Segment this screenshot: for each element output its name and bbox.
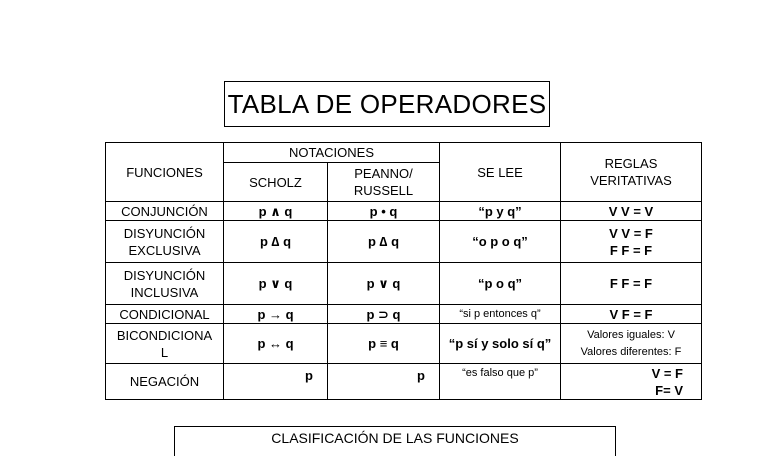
reglas-cell: V V = V — [561, 202, 702, 221]
se-lee-cell: “p o q” — [440, 263, 561, 305]
reglas-line1: V V = F — [609, 225, 653, 241]
reglas-cell — [561, 364, 702, 400]
reglas-line2: Valores diferentes: F — [580, 345, 682, 358]
reglas-cell: F F = F — [561, 263, 702, 305]
header-funciones: FUNCIONES — [106, 143, 224, 202]
se-lee-cell: “si p entonces q” — [440, 305, 561, 324]
reglas-line1: Valores iguales: V — [587, 328, 675, 341]
header-notaciones: NOTACIONES — [224, 143, 440, 163]
reglas-line1: V = F — [651, 365, 683, 381]
se-lee-cell: “o p o q” — [440, 221, 561, 263]
peanno-cell: p ∨ q — [328, 263, 440, 305]
se-lee-cell: “p sí y solo sí q” — [440, 324, 561, 364]
section-title: CLASIFICACIÓN DE LAS FUNCIONES — [271, 430, 519, 446]
header-peanno-line1: PEANNO/ — [354, 166, 413, 181]
peanno-cell: p ⊃ q — [328, 305, 440, 324]
funcion-line2: L — [160, 344, 169, 360]
reglas-cell — [561, 221, 702, 263]
se-lee-cell: “es falso que p” — [440, 364, 561, 400]
reglas-cell: V F = F — [561, 305, 702, 324]
scholz-cell: p ↔ q — [224, 324, 328, 364]
header-row-1 — [106, 143, 702, 163]
scholz-cell: p — [224, 364, 328, 400]
funcion-cell: NEGACIÓN — [106, 364, 224, 400]
funcion-cell — [106, 221, 224, 263]
peanno-cell: p — [328, 364, 440, 400]
funcion-line1: DISYUNCIÓN — [123, 225, 206, 241]
table-row — [106, 324, 702, 364]
reglas-line2: F F = F — [609, 242, 653, 258]
funcion-line2: EXCLUSIVA — [128, 242, 201, 258]
scholz-cell: p ∧ q — [224, 202, 328, 221]
peanno-cell: p ≡ q — [328, 324, 440, 364]
reglas-cell — [561, 324, 702, 364]
table-row — [106, 364, 702, 400]
scholz-cell: p ∆ q — [224, 221, 328, 263]
header-scholz: SCHOLZ — [224, 163, 328, 202]
table-row — [106, 202, 702, 221]
scholz-cell: p ∨ q — [224, 263, 328, 305]
reglas-line2: F= V — [655, 382, 683, 398]
header-reglas-line2: VERITATIVAS — [590, 173, 672, 188]
header-peanno — [328, 163, 440, 202]
scholz-cell: p → q — [224, 305, 328, 324]
section-title-box — [174, 426, 616, 456]
table-row — [106, 305, 702, 324]
funcion-cell: CONJUNCIÓN — [106, 202, 224, 221]
funcion-line1: DISYUNCIÓN — [123, 267, 206, 283]
funcion-cell: CONDICIONAL — [106, 305, 224, 324]
se-lee-cell: “p y q” — [440, 202, 561, 221]
funcion-cell — [106, 324, 224, 364]
peanno-cell: p ∆ q — [328, 221, 440, 263]
funcion-line2: INCLUSIVA — [130, 284, 199, 300]
table-row — [106, 221, 702, 263]
funcion-line1: BICONDICIONA — [116, 327, 213, 343]
peanno-cell: p • q — [328, 202, 440, 221]
header-se-lee: SE LEE — [440, 143, 561, 202]
header-reglas — [561, 143, 702, 202]
operators-table — [105, 142, 702, 400]
table-row — [106, 263, 702, 305]
header-peanno-line2: RUSSELL — [353, 183, 414, 198]
funcion-cell — [106, 263, 224, 305]
page-title: TABLA DE OPERADORES — [224, 81, 550, 127]
header-reglas-line1: REGLAS — [604, 156, 658, 171]
